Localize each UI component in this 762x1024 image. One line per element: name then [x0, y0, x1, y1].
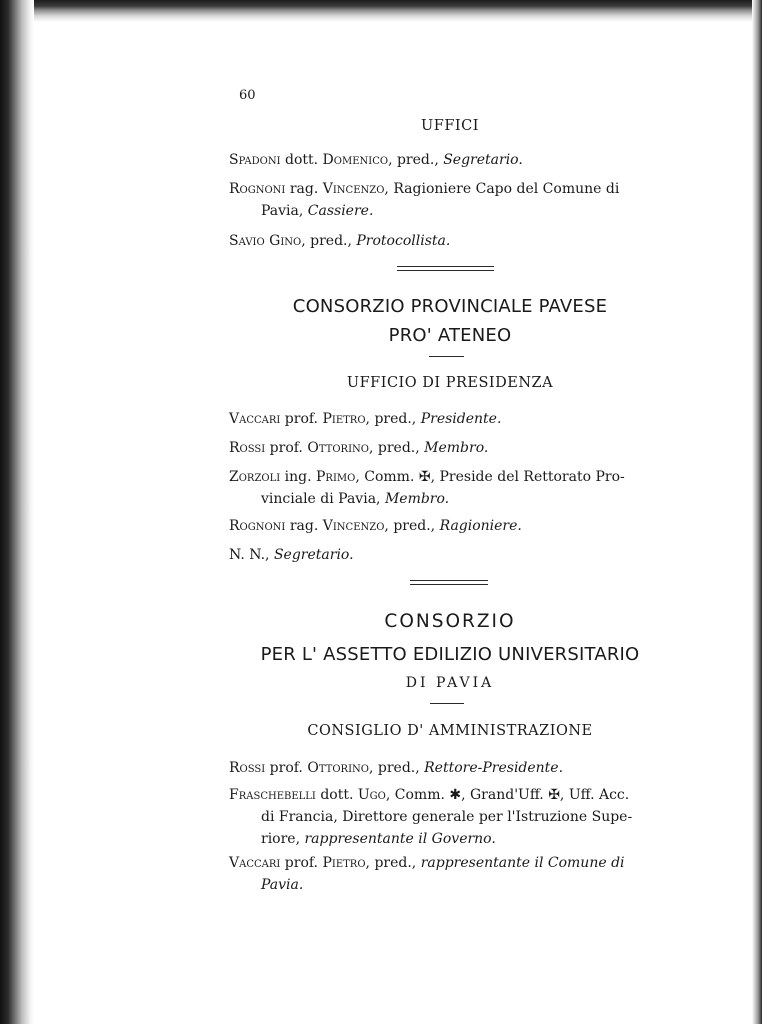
entry-given-name: Pietro	[322, 411, 366, 427]
entry-rognoni-cassiere	[229, 178, 669, 222]
entry-role: Segretario.	[273, 547, 354, 563]
entry-surname: Vaccari	[229, 411, 281, 427]
entry-given-name: Ottorino	[307, 760, 369, 776]
entry-rognoni-ragioniere	[229, 515, 669, 537]
entry-role: Segretario.	[443, 152, 523, 168]
entry-role: Membro.	[424, 440, 489, 456]
entry-given-name: Primo	[316, 469, 356, 485]
entry-given-name: Vincenzo	[322, 518, 385, 534]
entry-detail-continued: di Francia, Direttore generale per l'Istruzione Supe-	[261, 809, 633, 825]
entry-spadoni	[229, 149, 669, 171]
short-rule	[429, 356, 464, 357]
entry-fraschebelli	[229, 784, 669, 850]
entry-detail: , Comm. ✠, Preside del Rettorato Pro-	[355, 469, 625, 485]
entry-nn-segretario	[229, 544, 669, 566]
section-title-consorzio-edilizio-line2: PER L' ASSETTO EDILIZIO UNIVERSITARIO	[260, 644, 640, 665]
entry-title: prof.	[280, 855, 323, 871]
entry-title: rag.	[285, 181, 323, 197]
entry-given-name: Domenico	[322, 152, 389, 168]
entry-detail: , pred.,	[384, 518, 440, 534]
entry-role: Ragioniere.	[439, 518, 522, 534]
entry-vaccari-presidente	[229, 408, 669, 430]
section-title-consorzio-edilizio-line3: DI PAVIA	[405, 675, 495, 691]
entry-role: Presidente.	[420, 411, 502, 427]
entry-given-name: Ottorino	[307, 440, 369, 456]
section-heading-uffici: UFFICI	[421, 118, 479, 134]
entry-role: rappresentante il Comune di	[420, 855, 625, 871]
entry-title: prof.	[265, 760, 308, 776]
entry-given-name: Pietro	[322, 855, 366, 871]
entry-detail: , pred.,	[388, 152, 444, 168]
entry-role: Cassiere.	[307, 203, 374, 219]
entry-detail-continued: vinciale di Pavia,	[261, 491, 385, 507]
entry-surname: Rossi	[229, 440, 266, 456]
entry-detail: , Comm. ✱, Grand'Uff. ✠, Uff. Acc.	[385, 787, 630, 803]
double-rule-divider	[397, 266, 494, 271]
entry-surname: Rossi	[229, 760, 266, 776]
entry-role: Protocollista.	[356, 233, 451, 249]
entry-detail: , pred.,	[368, 760, 425, 776]
entry-surname: Zorzoli	[229, 469, 281, 485]
entry-role: Membro.	[384, 491, 450, 507]
entry-surname: Rognoni	[229, 181, 286, 197]
double-rule-divider	[410, 580, 488, 585]
section-title-consorzio-edilizio-line1: CONSORZIO	[384, 611, 516, 632]
entry-rossi-membro	[229, 437, 669, 459]
entry-title: prof.	[265, 440, 308, 456]
page-number: 60	[239, 88, 256, 103]
entry-savio	[229, 230, 669, 252]
entry-zorzoli	[229, 466, 669, 510]
section-title-consorzio-pavese-line2: PRO' ATENEO	[388, 325, 512, 346]
entry-vaccari-comune	[229, 852, 669, 896]
entry-surname: Fraschebelli	[229, 787, 316, 803]
entry-detail: , pred.,	[301, 233, 357, 249]
subheading-ufficio-presidenza: UFFICIO DI PRESIDENZA	[346, 375, 554, 391]
entry-detail-continued: Pavia,	[261, 203, 308, 219]
entry-role-continued: Pavia.	[261, 877, 304, 893]
entry-given-name: Vincenzo	[322, 181, 385, 197]
entry-detail: , Ragioniere Capo del Comune di	[384, 181, 620, 197]
entry-title: rag.	[285, 518, 323, 534]
entry-title: dott.	[280, 152, 323, 168]
entry-surname: Savio	[229, 233, 265, 249]
entry-detail: , pred.,	[365, 411, 421, 427]
section-title-consorzio-pavese-line1: CONSORZIO PROVINCIALE PAVESE	[292, 296, 608, 317]
short-rule	[430, 703, 464, 704]
entry-detail: , pred.,	[368, 440, 425, 456]
entry-title: N. N.,	[229, 547, 274, 563]
entry-title: prof.	[280, 411, 323, 427]
entry-surname: Rognoni	[229, 518, 286, 534]
entry-title: dott.	[315, 787, 358, 803]
entry-given-name: Ugo	[357, 787, 386, 803]
entry-rossi-rettore	[229, 757, 669, 779]
entry-given-name: Gino	[269, 233, 302, 249]
entry-detail-continued: riore,	[261, 831, 305, 847]
entry-surname: Spadoni	[229, 152, 281, 168]
entry-title: ing.	[280, 469, 317, 485]
entry-surname: Vaccari	[229, 855, 281, 871]
entry-detail: , pred.,	[365, 855, 421, 871]
entry-role: rappresentante il Governo.	[304, 831, 496, 847]
entry-role: Rettore-Presidente.	[424, 760, 564, 776]
subheading-consiglio-amministrazione: CONSIGLIO D' AMMINISTRAZIONE	[307, 723, 593, 739]
